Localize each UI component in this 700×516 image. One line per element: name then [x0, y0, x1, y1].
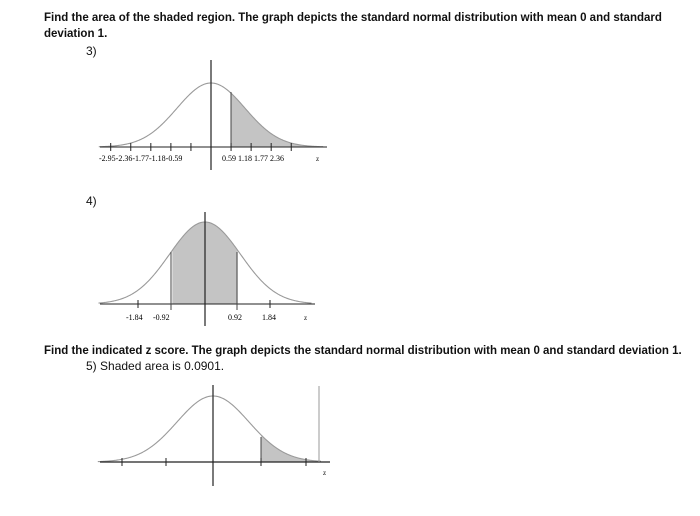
axis-label-z: z — [304, 314, 308, 322]
tick-labels-right: 0.59 1.18 1.77 2.36 — [222, 154, 284, 163]
tick-label: -0.92 — [153, 313, 170, 322]
tick-labels-left: -2.95-2.36-1.77-1.18-0.59 — [99, 154, 183, 163]
tick-label: 1.84 — [262, 313, 276, 322]
problem-3-number: 3) — [86, 44, 97, 58]
area-instructions: Find the area of the shaded region. The graph depicts the standard normal distribution with mean 0 and standard deviation 1. — [44, 12, 662, 40]
problem-4-number: 4) — [86, 194, 97, 208]
normal-curve — [98, 396, 321, 462]
problem-5-given-area: Shaded area is 0.0901. — [100, 359, 225, 373]
graph-problem-3 — [99, 60, 327, 170]
shaded-region — [231, 93, 323, 147]
axis-label-z: z — [323, 469, 327, 477]
tick-label: 0.92 — [228, 313, 242, 322]
axis-label-z: z — [316, 155, 320, 163]
shaded-region — [261, 435, 321, 462]
tick-label: -1.84 — [126, 313, 143, 322]
zscore-instructions: Find the indicated z score. The graph depicts the standard normal distribution with mean 0 and standard deviation 1. — [44, 345, 682, 357]
graph-problem-5 — [98, 385, 330, 486]
problem-5-number: 5) — [86, 359, 97, 373]
graph-problem-4 — [99, 212, 316, 326]
